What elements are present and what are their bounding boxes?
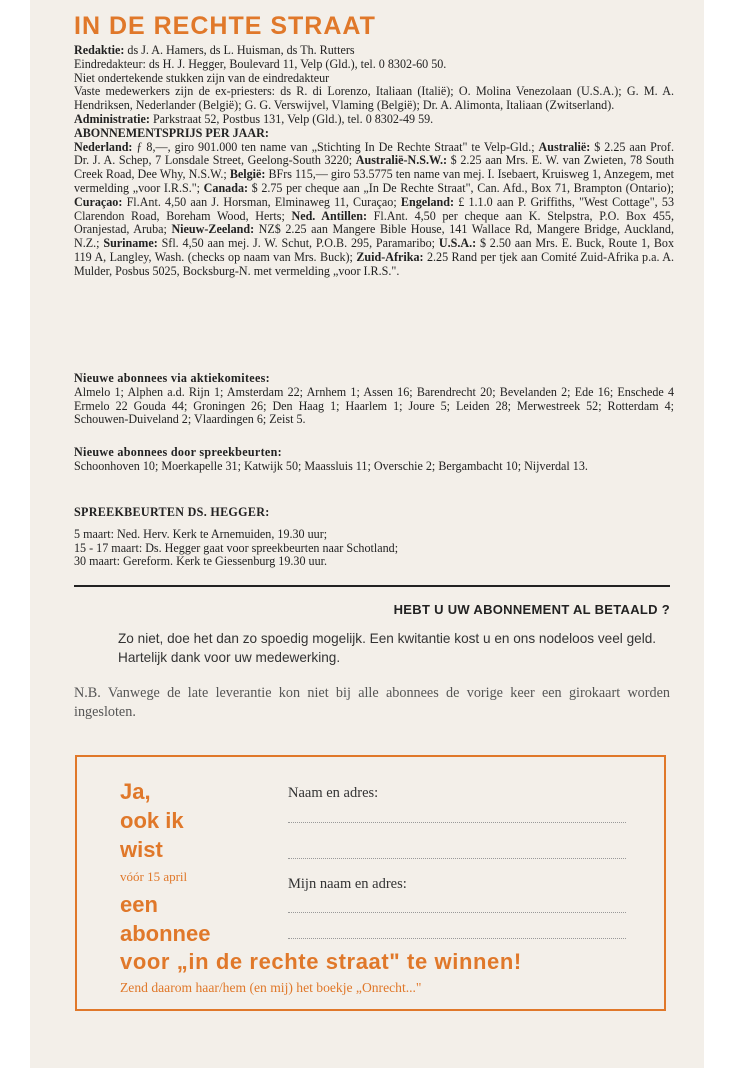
masthead-text-run: $ 2.50 aan Mrs. E. Buck, Route 1, Box 119 A, Langley, Wash. (checks op naam van Mrs. Buck); xyxy=(74,236,675,264)
masthead-line xyxy=(74,127,674,141)
masthead-line xyxy=(74,44,674,58)
payment-heading: HEBT U UW ABONNEMENT AL BETAALD ? xyxy=(393,602,670,617)
masthead-bold-run: Zuid-Afrika: xyxy=(356,249,424,264)
masthead-bold-run: Canada: xyxy=(203,180,249,195)
masthead-bold-run: Australië: xyxy=(538,139,591,154)
committees-list: Almelo 1; Alphen a.d. Rijn 1; Amsterdam 22; Arnhem 1; Assen 16; Barendrecht 20; Bevelanden 2; Ede 16; Enschede 4 Ermelo 22 Gouda 44; Groningen 26; Den Haag 1; Haarlem 1; Joure 5; Leiden 28; Merwestreek 52; Rotterdam 4; Schouwen-Duiveland 2; Vlaardingen 6; Zeist 5. xyxy=(74,384,674,427)
masthead-line xyxy=(74,85,674,113)
lectures-section xyxy=(74,506,674,569)
magazine-title: IN DE RECHTE STRAAT xyxy=(74,12,376,40)
masthead-bold-run: Suriname: xyxy=(103,236,158,251)
coupon-word: Ja, xyxy=(120,779,151,804)
masthead-text-run: $ 2.75 per cheque aan „In De Rechte Straat", Can. Afd., Box 71, Brampton (Ontario); xyxy=(248,180,675,195)
masthead-text-run: ds J. A. Hamers, ds L. Huisman, ds Th. Rutters xyxy=(124,43,355,57)
committees-heading: Nieuwe abonnees via aktiekomitees: xyxy=(74,371,270,385)
masthead-text-run: NZ$ 2.25 aan Mangere Bible House, 141 Wallace Rd, Mangere Bridge, Auckland, N.Z.; xyxy=(74,222,675,251)
masthead-bold-run: Curaçao: xyxy=(74,194,123,209)
my-name-address-label: Mijn naam en adres: xyxy=(288,876,407,892)
coupon-date: vóór 15 april xyxy=(120,869,188,884)
masthead-bold-run: U.S.A.: xyxy=(438,236,477,251)
masthead-text-run: 2.25 Rand per tjek aan Comité Zuid-Afrika p.a. A. Mulder, Posbus 5025, Bocksburg-N. met vermelding „voor I.R.S.". xyxy=(74,249,674,278)
masthead-text-run: Vaste medewerkers zijn de ex-priesters: ds R. di Lorenzo, Italiaan (Italië); O. Molina Venezolaan (U.S.A.); G. M. A. Hendriksen, Nederlander (België); G. G. Verswijvel, Vlaming (België); Dr. A. Alimonta, Italiaan (Zwitserland). xyxy=(74,84,674,113)
name-address-line-1[interactable] xyxy=(288,822,626,823)
masthead-text-run: Sfl. 4,50 aan mej. J. W. Schut, P.O.B. 295, Paramaribo; xyxy=(157,236,439,251)
masthead-text-run: $ 2.25 aan Mrs. E. W. van Zwieten, 78 South Creek Road, Dee Why, N.S.W.; xyxy=(74,153,675,182)
lecture-line: 5 maart: Ned. Herv. Kerk te Arnemuiden, 19.30 uur; xyxy=(74,526,328,541)
lectures-heading: SPREEKBEURTEN DS. HEGGER: xyxy=(74,505,270,519)
masthead-bold-run: België: xyxy=(229,167,266,182)
masthead-bold-run: Administratie: xyxy=(74,111,150,126)
coupon-word: wist xyxy=(120,837,163,862)
masthead-line xyxy=(74,113,674,127)
lecture-line: 15 - 17 maart: Ds. Hegger gaat voor spreekbeurten naar Schotland; xyxy=(74,540,399,555)
masthead xyxy=(74,44,674,279)
masthead-bold-run: Redaktie: xyxy=(74,43,125,57)
masthead-text-run: £ 1.1.0 aan P. Griffiths, "West Cottage", 53 Clarendon Road, Boreham Wood, Herts; xyxy=(74,194,674,223)
coupon-word: ook ik xyxy=(120,808,184,833)
masthead-bold-run: ABONNEMENTSPRIJS PER JAAR: xyxy=(74,125,269,140)
masthead-text-run: ƒ 8,—, giro 901.000 ten name van „Stichting In De Rechte Straat" te Velp-Gld.; xyxy=(132,139,539,154)
masthead-bold-run: Nederland: xyxy=(74,139,133,154)
coupon-final-line: voor „in de rechte straat" te winnen! xyxy=(120,949,522,974)
name-address-line-2[interactable] xyxy=(288,858,626,859)
section-divider xyxy=(74,585,670,587)
coupon-word: abonnee xyxy=(120,921,211,946)
masthead-line xyxy=(74,141,674,279)
my-name-address-line-1[interactable] xyxy=(288,912,626,913)
masthead-text-run: Eindredakteur: ds H. J. Hegger, Boulevard 11, Velp (Gld.), tel. 0 8302-60 50. xyxy=(74,56,447,71)
new-subscribers-lectures-section xyxy=(74,446,674,474)
masthead-bold-run: Nieuw-Zeeland: xyxy=(171,222,255,237)
coupon-headline xyxy=(120,777,210,948)
masthead-text-run: Fl.Ant. 4,50 per cheque aan K. Stelpstra, P.O. Box 455, Oranjestad, Aruba; xyxy=(74,208,675,237)
lectures-subscribers-heading: Nieuwe abonnees door spreekbeurten: xyxy=(74,445,282,459)
name-address-label: Naam en adres: xyxy=(288,785,379,801)
masthead-bold-run: Engeland: xyxy=(400,194,454,209)
coupon-word: een xyxy=(120,892,158,917)
masthead-line xyxy=(74,58,674,72)
masthead-text-run: Fl.Ant. 4,50 aan J. Horsman, Elminaweg 11, Curaçao; xyxy=(122,194,401,209)
masthead-text-run: $ 2.25 aan Prof. Dr. J. A. Schep, 7 Lonsdale Street, Geelong-South 3220; xyxy=(74,139,674,168)
masthead-text-run: Parkstraat 52, Postbus 131, Velp (Gld.), tel. 0 8302-49 59. xyxy=(149,111,434,126)
masthead-bold-run: Australië-N.S.W.: xyxy=(355,153,448,168)
masthead-text-run: Niet ondertekende stukken zijn van de eindredakteur xyxy=(74,70,330,85)
lecture-line: 30 maart: Gereform. Kerk te Giessenburg 19.30 uur. xyxy=(74,554,328,569)
masthead-bold-run: Ned. Antillen: xyxy=(291,208,367,223)
masthead-line xyxy=(74,72,674,86)
masthead-text-run: BFrs 115,— giro 53.5775 ten name van mej. I. Isebaert, Kruisweg 1, Anzegem, met vermelding „voor I.R.S."; xyxy=(74,167,674,195)
nb-note: N.B. Vanwege de late leverantie kon niet bij alle abonnees de vorige keer een girokaart worden ingesloten. xyxy=(74,685,670,720)
new-subscribers-committees-section xyxy=(74,372,674,427)
coupon-footer: Zend daarom haar/hem (en mij) het boekje „Onrecht..." xyxy=(120,980,422,995)
my-name-address-line-2[interactable] xyxy=(288,938,626,939)
payment-body: Zo niet, doe het dan zo spoedig mogelijk. Een kwitantie kost u en ons nodeloos veel geld. Hartelijk dank voor uw medewerking. xyxy=(118,631,657,665)
lectures-subscribers-list: Schoonhoven 10; Moerkapelle 31; Katwijk 50; Maassluis 11; Overschie 2; Bergambacht 10; Nijverdal 13. xyxy=(74,458,588,473)
